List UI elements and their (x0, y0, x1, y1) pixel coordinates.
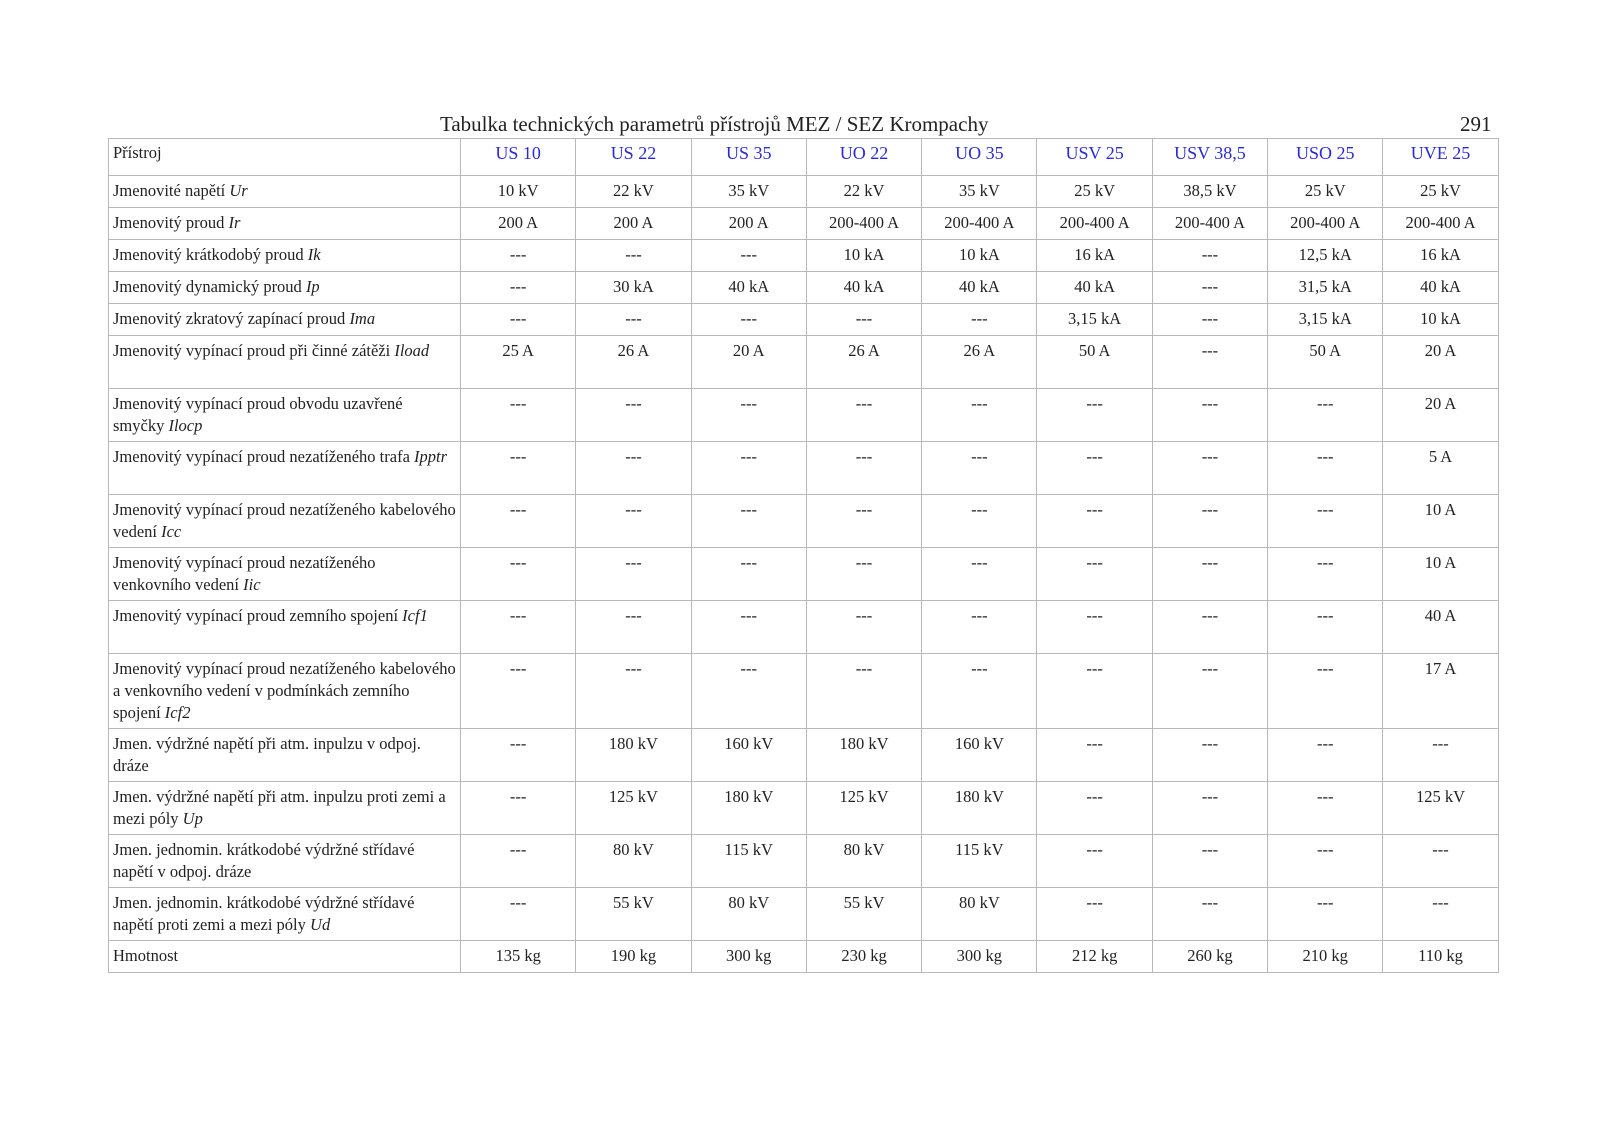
row-label (109, 272, 461, 304)
table-row (109, 389, 1499, 442)
value-cell: --- (922, 495, 1037, 548)
row-label (109, 336, 461, 389)
value-cell: 210 kg (1268, 941, 1383, 973)
value-cell: --- (1037, 495, 1152, 548)
value-cell: --- (1268, 729, 1383, 782)
table-row (109, 240, 1499, 272)
value-cell: 50 A (1037, 336, 1152, 389)
value-cell: --- (1037, 729, 1152, 782)
value-cell: 40 kA (806, 272, 921, 304)
row-label-text: Jmenovitý vypínací proud zemního spojení (113, 606, 403, 625)
value-cell: --- (1037, 782, 1152, 835)
row-label-text: Jmen. jednomin. krátkodobé výdržné střídavé napětí v odpoj. dráze (113, 840, 415, 881)
value-cell: --- (1152, 654, 1267, 729)
value-cell: --- (1152, 729, 1267, 782)
value-cell: 38,5 kV (1152, 176, 1267, 208)
value-cell: 22 kV (806, 176, 921, 208)
value-cell: --- (461, 389, 576, 442)
value-cell: 35 kV (922, 176, 1037, 208)
table-row (109, 548, 1499, 601)
row-label-text: Jmenovitý zkratový zapínací proud (113, 309, 350, 328)
value-cell: --- (691, 442, 806, 495)
value-cell: 26 A (806, 336, 921, 389)
value-cell: --- (691, 495, 806, 548)
row-label (109, 601, 461, 654)
value-cell: --- (461, 782, 576, 835)
table-row (109, 272, 1499, 304)
value-cell: 20 A (691, 336, 806, 389)
value-cell: 180 kV (922, 782, 1037, 835)
value-cell: --- (1268, 495, 1383, 548)
value-cell: 25 kV (1383, 176, 1498, 208)
row-label (109, 495, 461, 548)
value-cell: 125 kV (576, 782, 691, 835)
value-cell: --- (1152, 272, 1267, 304)
table-body (109, 176, 1499, 973)
row-label-text: Jmenovitý vypínací proud nezatíženého venkovního vedení (113, 553, 376, 594)
value-cell: --- (1152, 601, 1267, 654)
value-cell: --- (1152, 336, 1267, 389)
value-cell: 190 kg (576, 941, 691, 973)
value-cell: 10 kV (461, 176, 576, 208)
value-cell: --- (922, 601, 1037, 654)
value-cell: 200-400 A (806, 208, 921, 240)
value-cell: --- (1268, 835, 1383, 888)
model-header: UVE 25 (1383, 139, 1498, 176)
value-cell: --- (461, 240, 576, 272)
value-cell: --- (1152, 442, 1267, 495)
value-cell: --- (806, 654, 921, 729)
value-cell: 40 A (1383, 601, 1498, 654)
value-cell: 40 kA (1037, 272, 1152, 304)
value-cell: --- (922, 304, 1037, 336)
value-cell: 200 A (576, 208, 691, 240)
value-cell: --- (1152, 495, 1267, 548)
row-label (109, 442, 461, 495)
row-symbol: Ir (228, 213, 241, 232)
row-label-text: Jmen. jednomin. krátkodobé výdržné střídavé napětí proti zemi a mezi póly (113, 893, 415, 934)
row-label-text: Jmenovitý vypínací proud nezatíženého kabelového a venkovního vedení v podmínkách zemního spojení (113, 659, 456, 722)
value-cell: --- (1152, 888, 1267, 941)
row-label-text: Jmenovitý vypínací proud při činné zátěži (113, 341, 395, 360)
value-cell: --- (1152, 304, 1267, 336)
value-cell: --- (1383, 729, 1498, 782)
value-cell: --- (576, 304, 691, 336)
value-cell: --- (1152, 782, 1267, 835)
value-cell: 115 kV (922, 835, 1037, 888)
value-cell: 200-400 A (1268, 208, 1383, 240)
value-cell: --- (691, 548, 806, 601)
row-symbol: Ur (229, 181, 248, 200)
value-cell: --- (1268, 389, 1383, 442)
row-label (109, 782, 461, 835)
value-cell: --- (922, 442, 1037, 495)
row-symbol: Icf1 (402, 606, 428, 625)
value-cell: --- (1152, 240, 1267, 272)
table-row (109, 336, 1499, 389)
row-label-text: Jmen. výdržné napětí při atm. inpulzu v odpoj. dráze (113, 734, 421, 775)
row-label-text: Jmenovitý proud (113, 213, 229, 232)
value-cell: 10 kA (806, 240, 921, 272)
value-cell: 80 kV (806, 835, 921, 888)
corner-header: Přístroj (109, 139, 461, 176)
table-row (109, 208, 1499, 240)
value-cell: 25 kV (1268, 176, 1383, 208)
value-cell: --- (922, 548, 1037, 601)
value-cell: --- (576, 601, 691, 654)
value-cell: --- (691, 304, 806, 336)
value-cell: 25 A (461, 336, 576, 389)
value-cell: --- (461, 729, 576, 782)
value-cell: 20 A (1383, 389, 1498, 442)
row-label (109, 888, 461, 941)
value-cell: 26 A (576, 336, 691, 389)
value-cell: --- (576, 442, 691, 495)
value-cell: 200-400 A (922, 208, 1037, 240)
value-cell: --- (461, 548, 576, 601)
value-cell: 200 A (461, 208, 576, 240)
model-header: UO 35 (922, 139, 1037, 176)
value-cell: --- (806, 548, 921, 601)
row-label (109, 304, 461, 336)
header-row (109, 139, 1499, 176)
value-cell: --- (576, 240, 691, 272)
row-label (109, 941, 461, 973)
value-cell: --- (922, 389, 1037, 442)
value-cell: 110 kg (1383, 941, 1498, 973)
value-cell: 300 kg (922, 941, 1037, 973)
value-cell: 26 A (922, 336, 1037, 389)
model-header: US 35 (691, 139, 806, 176)
value-cell: 160 kV (922, 729, 1037, 782)
value-cell: --- (806, 442, 921, 495)
value-cell: 10 kA (1383, 304, 1498, 336)
value-cell: --- (1152, 835, 1267, 888)
row-symbol: Up (182, 809, 203, 828)
value-cell: 17 A (1383, 654, 1498, 729)
value-cell: 22 kV (576, 176, 691, 208)
value-cell: 180 kV (576, 729, 691, 782)
value-cell: --- (806, 304, 921, 336)
table-row (109, 495, 1499, 548)
value-cell: 55 kV (576, 888, 691, 941)
value-cell: --- (461, 442, 576, 495)
row-symbol: Icc (161, 522, 182, 541)
value-cell: --- (576, 495, 691, 548)
value-cell: --- (806, 601, 921, 654)
row-symbol: Ik (307, 245, 321, 264)
value-cell: 160 kV (691, 729, 806, 782)
value-cell: --- (576, 548, 691, 601)
value-cell: 12,5 kA (1268, 240, 1383, 272)
value-cell: 31,5 kA (1268, 272, 1383, 304)
table-row (109, 176, 1499, 208)
value-cell: 200 A (691, 208, 806, 240)
row-label-text: Jmenovitý dynamický proud (113, 277, 306, 296)
value-cell: 5 A (1383, 442, 1498, 495)
value-cell: --- (1268, 888, 1383, 941)
model-header: US 10 (461, 139, 576, 176)
value-cell: 3,15 kA (1037, 304, 1152, 336)
row-label (109, 176, 461, 208)
model-header: US 22 (576, 139, 691, 176)
value-cell: --- (1268, 782, 1383, 835)
value-cell: 16 kA (1383, 240, 1498, 272)
value-cell: 25 kV (1037, 176, 1152, 208)
value-cell: --- (461, 601, 576, 654)
value-cell: 80 kV (691, 888, 806, 941)
row-symbol: Ilocp (168, 416, 203, 435)
table-row (109, 442, 1499, 495)
value-cell: 10 A (1383, 495, 1498, 548)
row-label-text: Jmenovitý krátkodobý proud (113, 245, 308, 264)
row-label-text: Jmen. výdržné napětí při atm. inpulzu proti zemi a mezi póly (113, 787, 446, 828)
value-cell: 230 kg (806, 941, 921, 973)
value-cell: 200-400 A (1152, 208, 1267, 240)
value-cell: --- (691, 654, 806, 729)
value-cell: 200-400 A (1037, 208, 1152, 240)
value-cell: --- (461, 835, 576, 888)
row-symbol: Iload (394, 341, 430, 360)
value-cell: 10 kA (922, 240, 1037, 272)
value-cell: 300 kg (691, 941, 806, 973)
row-symbol: Iic (243, 575, 261, 594)
value-cell: 80 kV (576, 835, 691, 888)
table-row (109, 304, 1499, 336)
value-cell: 40 kA (1383, 272, 1498, 304)
value-cell: --- (1037, 654, 1152, 729)
value-cell: --- (1268, 548, 1383, 601)
value-cell: 16 kA (1037, 240, 1152, 272)
value-cell: --- (1037, 601, 1152, 654)
row-label (109, 208, 461, 240)
value-cell: --- (1383, 835, 1498, 888)
value-cell: --- (1037, 835, 1152, 888)
value-cell: --- (576, 389, 691, 442)
row-label (109, 835, 461, 888)
value-cell: 55 kV (806, 888, 921, 941)
value-cell: 3,15 kA (1268, 304, 1383, 336)
value-cell: --- (1268, 601, 1383, 654)
row-symbol: Ud (310, 915, 331, 934)
value-cell: 10 A (1383, 548, 1498, 601)
value-cell: --- (1037, 389, 1152, 442)
table-row (109, 654, 1499, 729)
value-cell: --- (461, 304, 576, 336)
value-cell: --- (806, 389, 921, 442)
model-header: USO 25 (1268, 139, 1383, 176)
value-cell: --- (461, 272, 576, 304)
value-cell: 200-400 A (1383, 208, 1498, 240)
value-cell: --- (691, 601, 806, 654)
table-row (109, 782, 1499, 835)
model-header: USV 38,5 (1152, 139, 1267, 176)
value-cell: --- (1268, 442, 1383, 495)
page-title: Tabulka technických parametrů přístrojů MEZ / SEZ Krompachy (440, 112, 989, 136)
value-cell: 135 kg (461, 941, 576, 973)
table-row (109, 729, 1499, 782)
row-label-text: Jmenovitý vypínací proud obvodu uzavřené smyčky (113, 394, 403, 435)
value-cell: --- (922, 654, 1037, 729)
row-label (109, 729, 461, 782)
value-cell: 180 kV (806, 729, 921, 782)
page-number: 291 (1460, 112, 1492, 136)
row-symbol: Ipptr (414, 447, 448, 466)
model-header: USV 25 (1037, 139, 1152, 176)
value-cell: --- (1037, 888, 1152, 941)
value-cell: 20 A (1383, 336, 1498, 389)
value-cell: --- (461, 654, 576, 729)
value-cell: --- (461, 888, 576, 941)
model-header: UO 22 (806, 139, 921, 176)
value-cell: 125 kV (806, 782, 921, 835)
row-label (109, 240, 461, 272)
value-cell: 50 A (1268, 336, 1383, 389)
row-label-text: Hmotnost (113, 946, 179, 965)
table-row (109, 601, 1499, 654)
value-cell: 30 kA (576, 272, 691, 304)
value-cell: 40 kA (691, 272, 806, 304)
value-cell: --- (1037, 442, 1152, 495)
value-cell: 115 kV (691, 835, 806, 888)
value-cell: --- (806, 495, 921, 548)
value-cell: --- (1152, 548, 1267, 601)
value-cell: --- (1383, 888, 1498, 941)
value-cell: --- (576, 654, 691, 729)
value-cell: 260 kg (1152, 941, 1267, 973)
row-label-text: Jmenovitý vypínací proud nezatíženého kabelového vedení (113, 500, 456, 541)
value-cell: 35 kV (691, 176, 806, 208)
row-symbol: Ip (305, 277, 320, 296)
parameters-table (108, 138, 1499, 973)
table-row (109, 941, 1499, 973)
value-cell: --- (461, 495, 576, 548)
value-cell: 40 kA (922, 272, 1037, 304)
value-cell: 125 kV (1383, 782, 1498, 835)
row-label-text: Jmenovité napětí (113, 181, 230, 200)
value-cell: --- (1152, 389, 1267, 442)
value-cell: --- (1037, 548, 1152, 601)
value-cell: 180 kV (691, 782, 806, 835)
table-row (109, 835, 1499, 888)
value-cell: --- (691, 240, 806, 272)
value-cell: --- (1268, 654, 1383, 729)
row-symbol: Icf2 (164, 703, 191, 722)
row-label (109, 389, 461, 442)
table-row (109, 888, 1499, 941)
value-cell: 212 kg (1037, 941, 1152, 973)
row-label-text: Jmenovitý vypínací proud nezatíženého trafa (113, 447, 415, 466)
row-label (109, 548, 461, 601)
row-label (109, 654, 461, 729)
value-cell: 80 kV (922, 888, 1037, 941)
value-cell: --- (691, 389, 806, 442)
row-symbol: Ima (349, 309, 376, 328)
